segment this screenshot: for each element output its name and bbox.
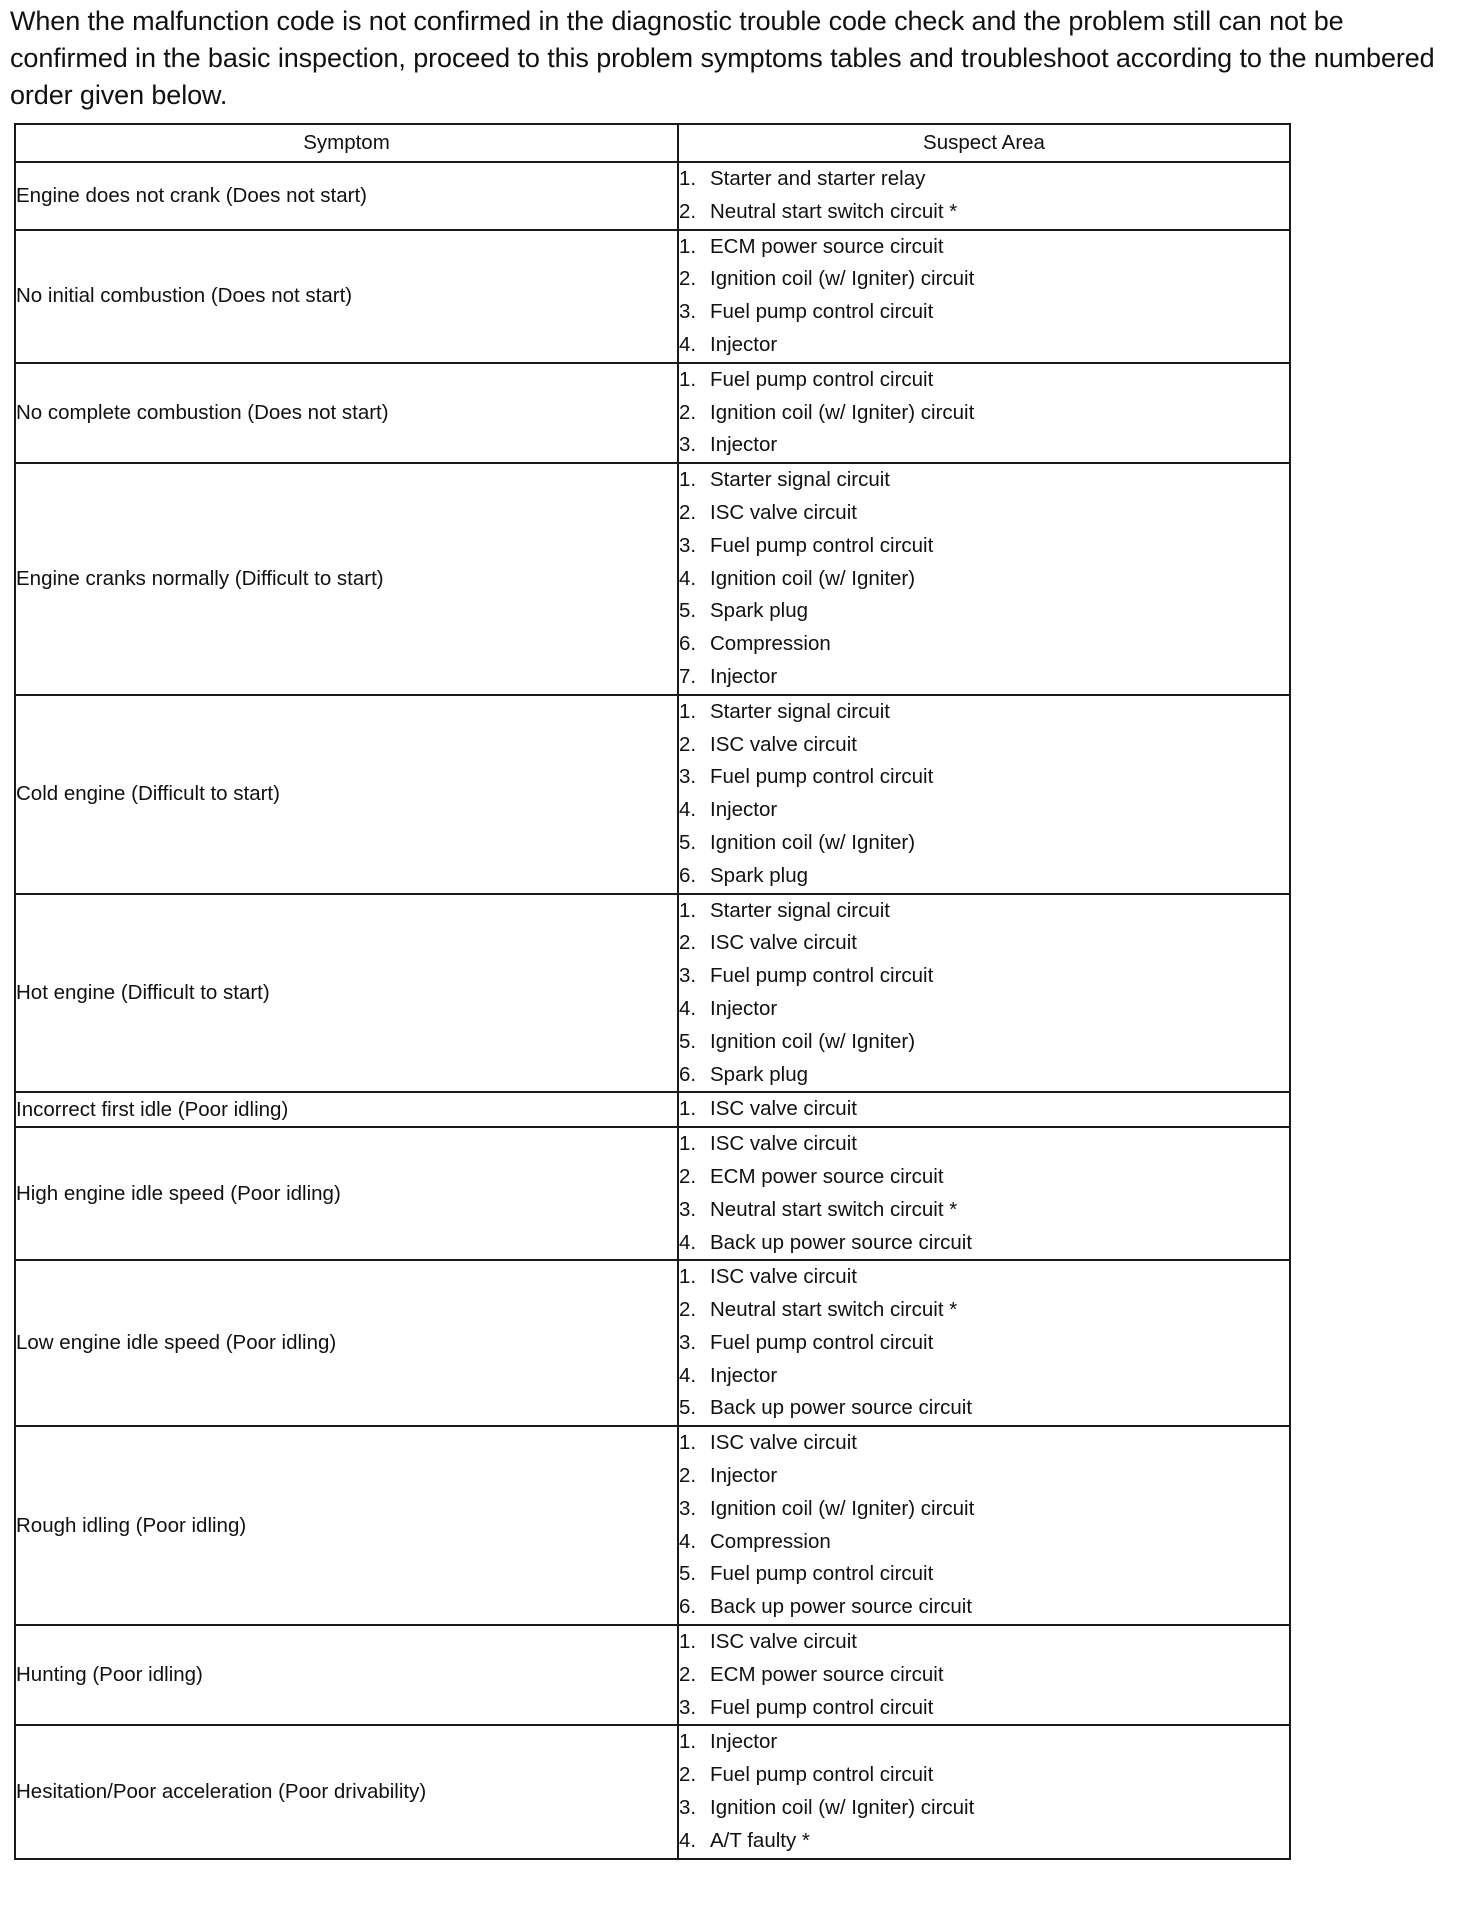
symptom-cell: Engine does not crank (Does not start) <box>15 162 678 230</box>
item-number: 5. <box>679 830 697 854</box>
item-number: 1. <box>679 1097 697 1121</box>
suspect-area-item <box>679 1026 1289 1059</box>
suspect-area-cell <box>678 1625 1290 1725</box>
item-number: 5. <box>679 1562 697 1586</box>
item-number: 1. <box>679 1630 697 1654</box>
intro-paragraph: When the malfunction code is not confirmed in the diagnostic trouble code check and the problem still can not be confirmed in the basic inspection, proceed to this problem symptoms tables and troubleshoot according to the numbered order given below. <box>10 6 1435 110</box>
item-number: 3. <box>679 765 697 789</box>
suspect-area-item <box>679 1360 1289 1393</box>
suspect-area-text: Fuel pump control circuit <box>710 1695 934 1719</box>
item-number: 3. <box>679 433 697 457</box>
suspect-area-item <box>679 1327 1289 1360</box>
suspect-area-text: Fuel pump control circuit <box>710 765 934 789</box>
item-number: 6. <box>679 863 697 887</box>
suspect-area-text: Fuel pump control circuit <box>710 1330 934 1354</box>
suspect-area-text: ISC valve circuit <box>710 1431 857 1455</box>
table-row <box>15 894 1290 1093</box>
suspect-area-item <box>679 794 1289 827</box>
suspect-area-item <box>679 1591 1289 1624</box>
suspect-area-text: Compression <box>710 1529 831 1553</box>
item-number: 1. <box>679 167 697 190</box>
suspect-area-text: Injector <box>710 1363 778 1387</box>
suspect-area-text: Starter signal circuit <box>710 898 891 922</box>
table-row <box>15 162 1290 230</box>
suspect-area-item <box>679 1194 1289 1227</box>
table-body <box>15 162 1290 1859</box>
item-number: 2. <box>679 1763 697 1787</box>
item-number: 4. <box>679 996 697 1020</box>
symptom-cell: Engine cranks normally (Difficult to start) <box>15 463 678 695</box>
suspect-area-cell <box>678 1127 1290 1260</box>
suspect-area-text: Injector <box>710 332 778 356</box>
table-header-row <box>15 124 1290 162</box>
suspect-area-text: ISC valve circuit <box>710 500 857 524</box>
suspect-area-item <box>679 960 1289 993</box>
suspect-area-text: Ignition coil (w/ Igniter) circuit <box>710 267 975 291</box>
item-number: 1. <box>679 1265 697 1289</box>
suspect-area-item <box>679 927 1289 960</box>
suspect-area-item <box>679 530 1289 563</box>
suspect-area-item <box>679 1227 1289 1260</box>
suspect-area-text: Ignition coil (w/ Igniter) <box>710 566 916 590</box>
symptom-cell: No complete combustion (Does not start) <box>15 363 678 463</box>
suspect-area-cell <box>678 894 1290 1093</box>
suspect-area-text: Fuel pump control circuit <box>710 533 934 557</box>
suspect-area-text: Spark plug <box>710 863 809 887</box>
suspect-area-column-header: Suspect Area <box>678 124 1290 162</box>
suspect-area-cell <box>678 695 1290 894</box>
suspect-area-list <box>679 1128 1289 1259</box>
item-number: 3. <box>679 1796 697 1820</box>
suspect-area-list <box>679 163 1289 229</box>
suspect-area-text: Spark plug <box>710 599 809 623</box>
suspect-area-text: Fuel pump control circuit <box>710 964 934 988</box>
suspect-area-item <box>679 497 1289 530</box>
suspect-area-text: Injector <box>710 664 778 688</box>
item-number: 3. <box>679 533 697 557</box>
suspect-area-text: Neutral start switch circuit * <box>710 199 958 223</box>
suspect-area-item <box>679 1294 1289 1327</box>
suspect-area-list <box>679 1093 1289 1126</box>
suspect-area-cell <box>678 463 1290 695</box>
item-number: 5. <box>679 1029 697 1053</box>
suspect-area-text: ISC valve circuit <box>710 1265 857 1289</box>
symptom-cell: Incorrect first idle (Poor idling) <box>15 1092 678 1127</box>
item-number: 6. <box>679 1595 697 1619</box>
item-number: 5. <box>679 599 697 623</box>
table-row <box>15 1725 1290 1858</box>
suspect-area-item <box>679 761 1289 794</box>
suspect-area-text: Back up power source circuit <box>710 1230 973 1254</box>
problem-symptoms-table <box>14 123 1291 1860</box>
suspect-area-item <box>679 661 1289 694</box>
item-number: 5. <box>679 1396 697 1420</box>
suspect-area-item <box>679 729 1289 762</box>
item-number: 4. <box>679 1363 697 1387</box>
suspect-area-text: Fuel pump control circuit <box>710 1763 934 1787</box>
item-number: 4. <box>679 1828 697 1852</box>
suspect-area-text: Injector <box>710 996 778 1020</box>
symptom-cell: High engine idle speed (Poor idling) <box>15 1127 678 1260</box>
suspect-area-item <box>679 827 1289 860</box>
suspect-area-item <box>679 563 1289 596</box>
suspect-area-item <box>679 1792 1289 1825</box>
item-number: 2. <box>679 732 697 756</box>
table-row <box>15 1260 1290 1426</box>
suspect-area-text: A/T faulty * <box>710 1828 810 1852</box>
table-row <box>15 463 1290 695</box>
suspect-area-list <box>679 696 1289 893</box>
suspect-area-text: ECM power source circuit <box>710 1662 944 1686</box>
item-number: 3. <box>679 964 697 988</box>
symptom-cell: No initial combustion (Does not start) <box>15 230 678 363</box>
symptom-cell: Hesitation/Poor acceleration (Poor drivability) <box>15 1725 678 1858</box>
item-number: 2. <box>679 267 697 291</box>
suspect-area-item <box>679 429 1289 462</box>
suspect-area-item <box>679 397 1289 430</box>
suspect-area-text: ECM power source circuit <box>710 1164 944 1188</box>
item-number: 3. <box>679 1330 697 1354</box>
suspect-area-text: Injector <box>710 1464 778 1488</box>
item-number: 4. <box>679 1230 697 1254</box>
suspect-area-list <box>679 364 1289 462</box>
table-row <box>15 1625 1290 1725</box>
suspect-area-text: ECM power source circuit <box>710 234 944 258</box>
suspect-area-text: Injector <box>710 798 778 822</box>
item-number: 3. <box>679 1197 697 1221</box>
suspect-area-text: Neutral start switch circuit * <box>710 1298 958 1322</box>
item-number: 6. <box>679 632 697 656</box>
suspect-area-item <box>679 595 1289 628</box>
suspect-area-item <box>679 1059 1289 1092</box>
suspect-area-text: Injector <box>710 433 778 457</box>
suspect-area-list <box>679 1626 1289 1724</box>
suspect-area-text: Fuel pump control circuit <box>710 1562 934 1586</box>
suspect-area-list <box>679 1261 1289 1425</box>
suspect-area-list <box>679 464 1289 694</box>
suspect-area-item <box>679 1460 1289 1493</box>
item-number: 2. <box>679 1164 697 1188</box>
suspect-area-text: Fuel pump control circuit <box>710 367 934 391</box>
suspect-area-text: Starter signal circuit <box>710 468 891 492</box>
suspect-area-cell <box>678 1725 1290 1858</box>
item-number: 3. <box>679 1496 697 1520</box>
suspect-area-item <box>679 1759 1289 1792</box>
suspect-area-list <box>679 895 1289 1092</box>
suspect-area-item <box>679 860 1289 893</box>
suspect-area-text: ISC valve circuit <box>710 931 857 955</box>
suspect-area-item <box>679 1128 1289 1161</box>
item-number: 4. <box>679 1529 697 1553</box>
suspect-area-item <box>679 263 1289 296</box>
suspect-area-item <box>679 1626 1289 1659</box>
suspect-area-item <box>679 1093 1289 1126</box>
suspect-area-item <box>679 895 1289 928</box>
symptom-cell: Hot engine (Difficult to start) <box>15 894 678 1093</box>
suspect-area-text: ISC valve circuit <box>710 1630 857 1654</box>
item-number: 2. <box>679 199 697 223</box>
item-number: 1. <box>679 1132 697 1156</box>
suspect-area-text: ISC valve circuit <box>710 1132 857 1156</box>
symptom-cell: Rough idling (Poor idling) <box>15 1426 678 1625</box>
table-row <box>15 1426 1290 1625</box>
suspect-area-text: Fuel pump control circuit <box>710 300 934 324</box>
suspect-area-item <box>679 628 1289 661</box>
symptom-cell: Hunting (Poor idling) <box>15 1625 678 1725</box>
suspect-area-text: Ignition coil (w/ Igniter) <box>710 830 916 854</box>
item-number: 1. <box>679 367 697 391</box>
suspect-area-item <box>679 231 1289 264</box>
suspect-area-text: Back up power source circuit <box>710 1595 973 1619</box>
suspect-area-list <box>679 231 1289 362</box>
suspect-area-item <box>679 196 1289 229</box>
table-row <box>15 363 1290 463</box>
item-number: 3. <box>679 300 697 324</box>
document-page <box>10 0 1462 1852</box>
suspect-area-item <box>679 1392 1289 1425</box>
suspect-area-item <box>679 329 1289 362</box>
suspect-area-text: ISC valve circuit <box>710 732 857 756</box>
suspect-area-text: Back up power source circuit <box>710 1396 973 1420</box>
suspect-area-cell <box>678 363 1290 463</box>
suspect-area-text: Spark plug <box>710 1062 809 1086</box>
suspect-area-item <box>679 1493 1289 1526</box>
suspect-area-text: Starter and starter relay <box>710 167 926 190</box>
suspect-area-cell <box>678 230 1290 363</box>
item-number: 1. <box>679 468 697 492</box>
suspect-area-item <box>679 1692 1289 1725</box>
suspect-area-cell <box>678 162 1290 230</box>
suspect-area-item <box>679 1659 1289 1692</box>
suspect-area-cell <box>678 1092 1290 1127</box>
table-row <box>15 1092 1290 1127</box>
suspect-area-item <box>679 1161 1289 1194</box>
suspect-area-item <box>679 993 1289 1026</box>
suspect-area-item <box>679 696 1289 729</box>
item-number: 3. <box>679 1695 697 1719</box>
item-number: 2. <box>679 400 697 424</box>
item-number: 7. <box>679 664 697 688</box>
table-row <box>15 1127 1290 1260</box>
item-number: 1. <box>679 898 697 922</box>
suspect-area-text: Neutral start switch circuit * <box>710 1197 958 1221</box>
suspect-area-item <box>679 163 1289 196</box>
item-number: 1. <box>679 699 697 723</box>
suspect-area-item <box>679 1726 1289 1759</box>
suspect-area-cell <box>678 1260 1290 1426</box>
suspect-area-text: Compression <box>710 632 831 656</box>
item-number: 1. <box>679 1431 697 1455</box>
item-number: 1. <box>679 234 697 258</box>
table-row <box>15 230 1290 363</box>
suspect-area-text: Injector <box>710 1730 778 1754</box>
item-number: 1. <box>679 1730 697 1754</box>
suspect-area-list <box>679 1427 1289 1624</box>
suspect-area-text: Ignition coil (w/ Igniter) circuit <box>710 1496 975 1520</box>
symptom-cell: Cold engine (Difficult to start) <box>15 695 678 894</box>
suspect-area-text: Starter signal circuit <box>710 699 891 723</box>
item-number: 2. <box>679 500 697 524</box>
item-number: 4. <box>679 332 697 356</box>
suspect-area-item <box>679 1825 1289 1858</box>
suspect-area-item <box>679 1261 1289 1294</box>
suspect-area-text: ISC valve circuit <box>710 1097 857 1121</box>
suspect-area-text: Ignition coil (w/ Igniter) circuit <box>710 400 975 424</box>
item-number: 2. <box>679 1464 697 1488</box>
item-number: 2. <box>679 1662 697 1686</box>
table-row <box>15 695 1290 894</box>
suspect-area-item <box>679 364 1289 397</box>
suspect-area-item <box>679 464 1289 497</box>
item-number: 4. <box>679 566 697 590</box>
suspect-area-item <box>679 296 1289 329</box>
item-number: 4. <box>679 798 697 822</box>
suspect-area-text: Ignition coil (w/ Igniter) <box>710 1029 916 1053</box>
suspect-area-list <box>679 1726 1289 1857</box>
suspect-area-cell <box>678 1426 1290 1625</box>
symptom-cell: Low engine idle speed (Poor idling) <box>15 1260 678 1426</box>
item-number: 2. <box>679 1298 697 1322</box>
symptom-column-header: Symptom <box>15 124 678 162</box>
suspect-area-item <box>679 1427 1289 1460</box>
suspect-area-text: Ignition coil (w/ Igniter) circuit <box>710 1796 975 1820</box>
suspect-area-item <box>679 1558 1289 1591</box>
suspect-area-item <box>679 1526 1289 1559</box>
item-number: 6. <box>679 1062 697 1086</box>
item-number: 2. <box>679 931 697 955</box>
